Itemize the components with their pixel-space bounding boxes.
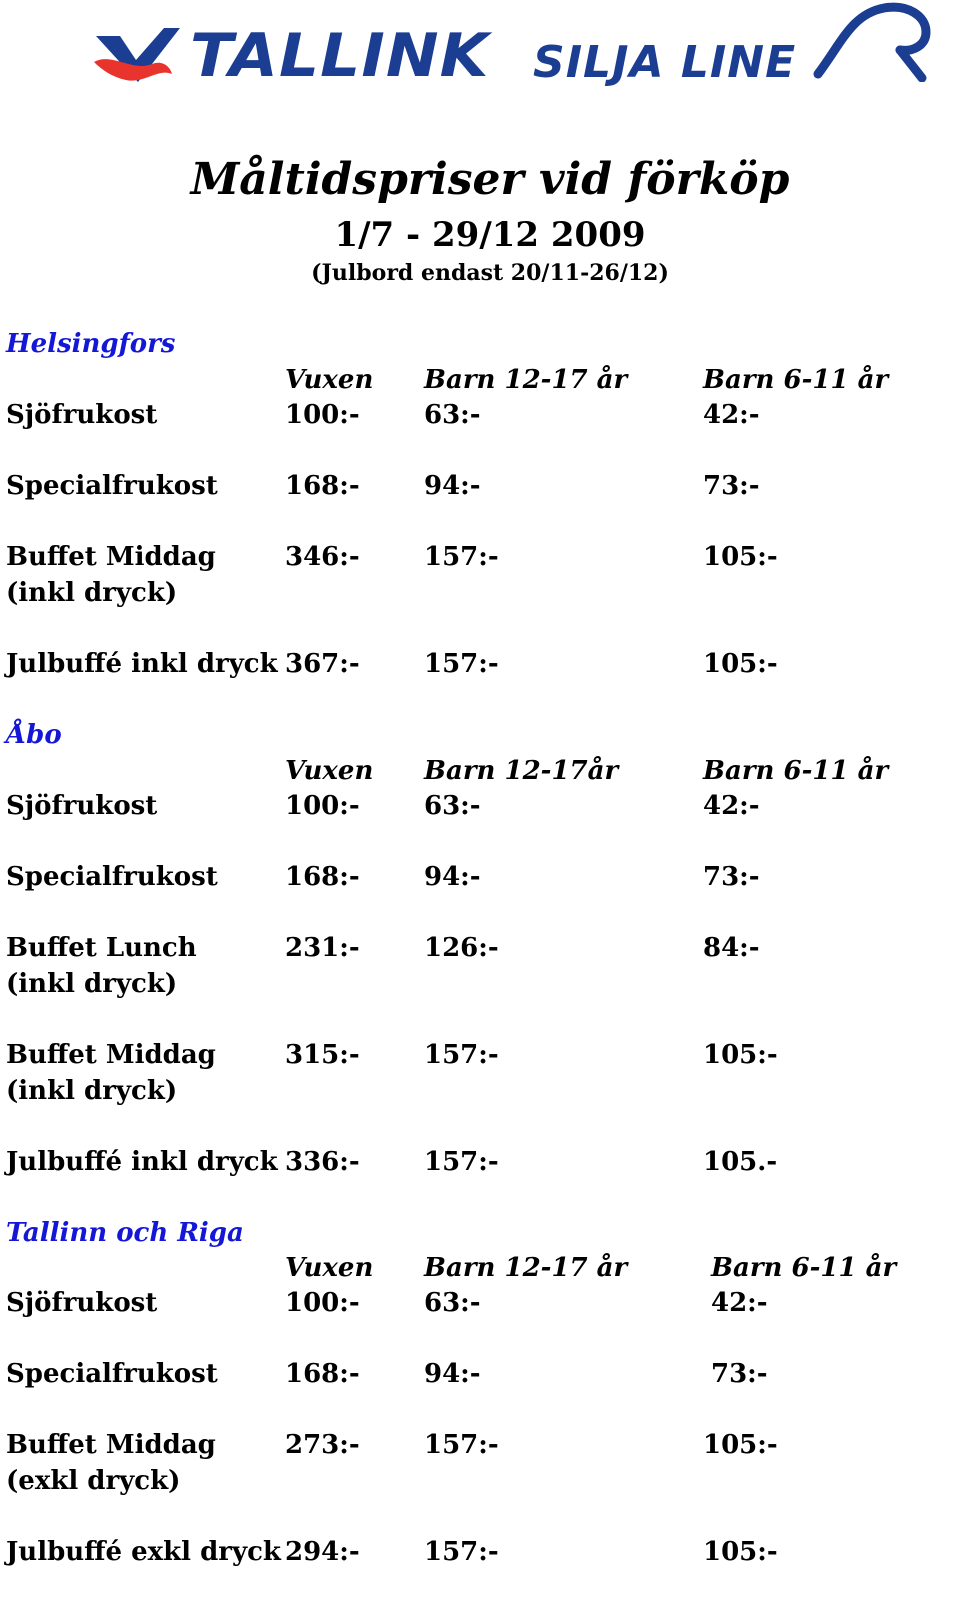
price-barn-6-11: 73:- bbox=[703, 471, 760, 501]
period-subtitle: 1/7 - 29/12 2009 bbox=[334, 215, 646, 255]
price-vuxen: 315:- bbox=[285, 1040, 360, 1070]
column-header-barn-6-11: Barn 6-11 år bbox=[711, 1253, 897, 1283]
price-barn-12-17: 157:- bbox=[424, 542, 499, 572]
price-barn-12-17: 157:- bbox=[424, 649, 499, 679]
row-label: Julbuffé inkl dryck bbox=[6, 649, 278, 679]
row-label: Sjöfrukost bbox=[6, 400, 158, 430]
price-barn-6-11: 42:- bbox=[703, 400, 760, 430]
price-barn-6-11: 73:- bbox=[703, 862, 760, 892]
price-barn-12-17: 94:- bbox=[424, 471, 481, 501]
row-label: Buffet Middag bbox=[6, 1430, 216, 1460]
price-barn-6-11: 105:- bbox=[703, 649, 778, 679]
logo-bar bbox=[0, 0, 960, 110]
column-header-barn-12-17: Barn 12-17 år bbox=[424, 1253, 628, 1283]
section-title-helsingfors: Helsingfors bbox=[6, 329, 176, 359]
page-title: Måltidspriser vid förköp bbox=[190, 154, 790, 205]
row-label-note: (inkl dryck) bbox=[6, 1076, 178, 1106]
price-vuxen: 367:- bbox=[285, 649, 360, 679]
column-header-barn-6-11: Barn 6-11 år bbox=[703, 365, 889, 395]
price-barn-6-11: 42:- bbox=[703, 791, 760, 821]
column-header-barn-12-17: Barn 12-17år bbox=[424, 756, 619, 786]
price-vuxen: 168:- bbox=[285, 471, 360, 501]
tallink-logo-text: TALLINK bbox=[190, 21, 490, 91]
price-barn-6-11: 105.- bbox=[703, 1147, 778, 1177]
price-barn-12-17: 63:- bbox=[424, 400, 481, 430]
section-title-tallinn-och-riga: Tallinn och Riga bbox=[6, 1218, 244, 1248]
row-label: Sjöfrukost bbox=[6, 791, 158, 821]
row-label: Julbuffé exkl dryck bbox=[6, 1537, 281, 1567]
price-vuxen: 168:- bbox=[285, 862, 360, 892]
column-header-barn-12-17: Barn 12-17 år bbox=[424, 365, 628, 395]
price-barn-6-11: 105:- bbox=[703, 1430, 778, 1460]
price-vuxen: 336:- bbox=[285, 1147, 360, 1177]
row-label: Specialfrukost bbox=[6, 862, 218, 892]
price-barn-6-11: 84:- bbox=[703, 933, 760, 963]
price-barn-6-11: 105:- bbox=[703, 1040, 778, 1070]
price-barn-12-17: 94:- bbox=[424, 862, 481, 892]
silja-line-logo-text: SILJA LINE bbox=[533, 37, 797, 88]
price-barn-12-17: 157:- bbox=[424, 1040, 499, 1070]
price-barn-12-17: 126:- bbox=[424, 933, 499, 963]
column-header-vuxen: Vuxen bbox=[285, 756, 374, 786]
tallink-v-wave-icon bbox=[92, 22, 184, 92]
price-vuxen: 100:- bbox=[285, 400, 360, 430]
price-vuxen: 100:- bbox=[285, 1288, 360, 1318]
price-barn-6-11: 42:- bbox=[711, 1288, 768, 1318]
julbord-note: (Julbord endast 20/11-26/12) bbox=[311, 260, 669, 286]
row-label: Specialfrukost bbox=[6, 1359, 218, 1389]
column-header-vuxen: Vuxen bbox=[285, 1253, 374, 1283]
price-barn-6-11: 105:- bbox=[703, 1537, 778, 1567]
price-barn-12-17: 157:- bbox=[424, 1537, 499, 1567]
row-label: Julbuffé inkl dryck bbox=[6, 1147, 278, 1177]
section-title-abo: Åbo bbox=[6, 720, 62, 750]
row-label: Buffet Middag bbox=[6, 542, 216, 572]
price-barn-12-17: 157:- bbox=[424, 1430, 499, 1460]
price-vuxen: 168:- bbox=[285, 1359, 360, 1389]
price-vuxen: 273:- bbox=[285, 1430, 360, 1460]
row-label-note: (exkl dryck) bbox=[6, 1466, 181, 1496]
column-header-vuxen: Vuxen bbox=[285, 365, 374, 395]
price-barn-12-17: 63:- bbox=[424, 791, 481, 821]
row-label-note: (inkl dryck) bbox=[6, 969, 178, 999]
price-vuxen: 231:- bbox=[285, 933, 360, 963]
price-vuxen: 100:- bbox=[285, 791, 360, 821]
row-label-note: (inkl dryck) bbox=[6, 578, 178, 608]
row-label: Buffet Lunch bbox=[6, 933, 197, 963]
price-vuxen: 346:- bbox=[285, 542, 360, 572]
price-barn-12-17: 63:- bbox=[424, 1288, 481, 1318]
row-label: Buffet Middag bbox=[6, 1040, 216, 1070]
row-label: Sjöfrukost bbox=[6, 1288, 158, 1318]
price-barn-6-11: 105:- bbox=[703, 542, 778, 572]
price-vuxen: 294:- bbox=[285, 1537, 360, 1567]
row-label: Specialfrukost bbox=[6, 471, 218, 501]
price-barn-6-11: 73:- bbox=[711, 1359, 768, 1389]
column-header-barn-6-11: Barn 6-11 år bbox=[703, 756, 889, 786]
silja-seal-icon bbox=[812, 2, 932, 82]
price-barn-12-17: 94:- bbox=[424, 1359, 481, 1389]
price-barn-12-17: 157:- bbox=[424, 1147, 499, 1177]
